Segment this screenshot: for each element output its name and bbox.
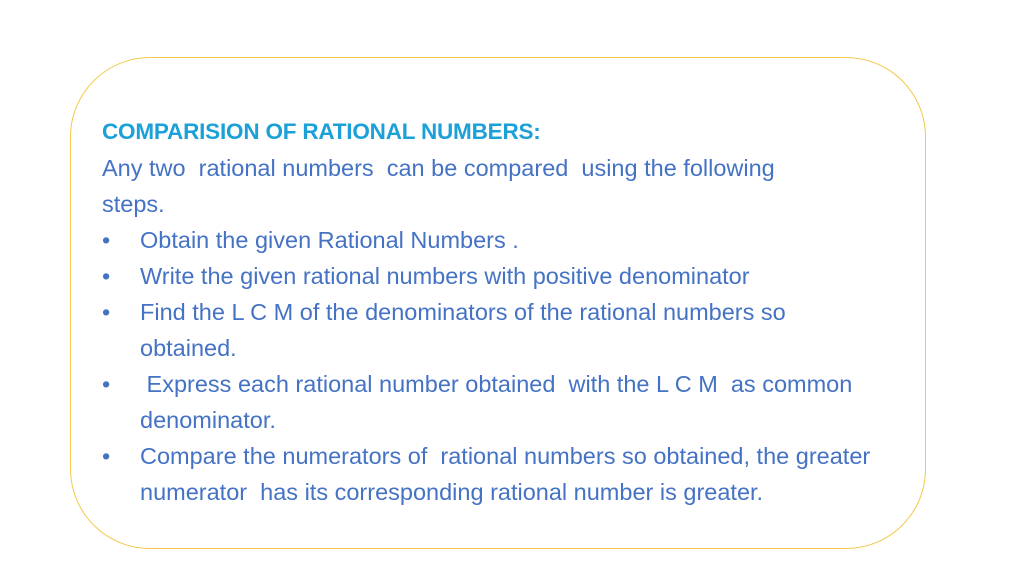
step-text: Find the L C M of the denominators of the rational numbers so obtained. bbox=[140, 299, 793, 361]
step-text: Compare the numerators of rational numbers so obtained, the greater numerator has its corresponding rational number is greater. bbox=[140, 443, 877, 505]
bullet-icon: • bbox=[102, 227, 111, 253]
list-item bbox=[102, 222, 902, 258]
slide-content bbox=[102, 114, 902, 510]
bullet-icon: • bbox=[102, 299, 111, 325]
list-item bbox=[102, 366, 880, 438]
step-text: Write the given rational numbers with positive denominator bbox=[140, 263, 750, 289]
intro-text bbox=[102, 150, 892, 222]
steps-list bbox=[102, 222, 902, 510]
list-item bbox=[102, 438, 910, 510]
intro-line-1: Any two rational numbers can be compared using the following bbox=[102, 155, 775, 181]
list-item bbox=[102, 294, 875, 366]
bullet-icon: • bbox=[102, 371, 111, 397]
slide-heading: COMPARISION OF RATIONAL NUMBERS: bbox=[102, 119, 541, 144]
step-text: Obtain the given Rational Numbers . bbox=[140, 227, 519, 253]
list-item bbox=[102, 258, 902, 294]
step-text: Express each rational number obtained with the L C M as common denominator. bbox=[140, 371, 859, 433]
bullet-icon: • bbox=[102, 443, 111, 469]
bullet-icon: • bbox=[102, 263, 111, 289]
intro-line-2: steps. bbox=[102, 191, 165, 217]
